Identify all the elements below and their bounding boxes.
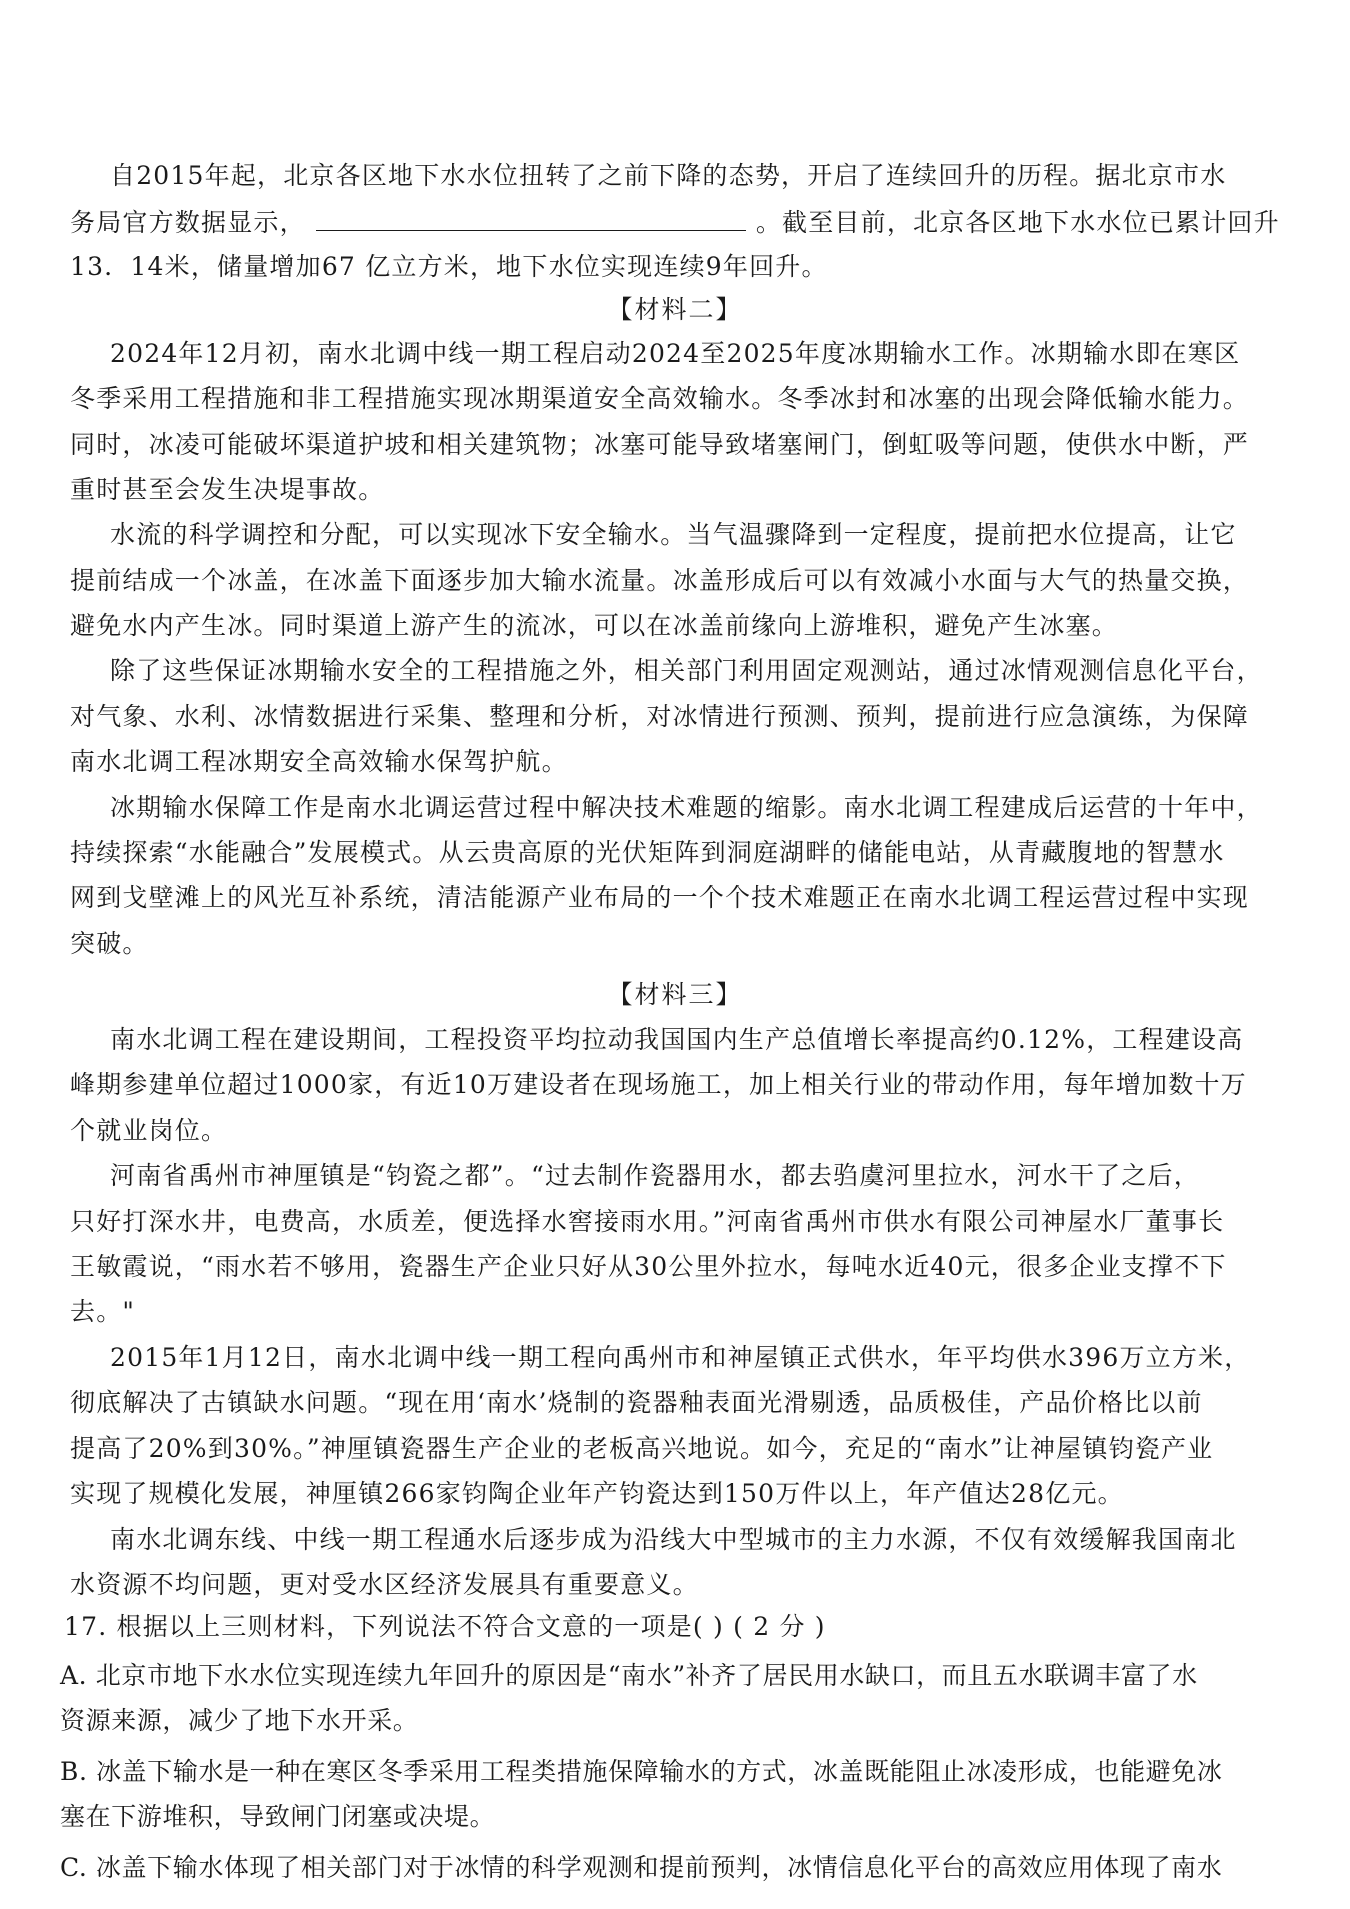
material-two-p1-line: 2024年12月初，南水北调中线一期工程启动2024至2025年度冰期输水工作。冰期输水即在寒区 [110,339,1241,368]
option-c-line[interactable]: C. 冰盖下输水体现了相关部门对于冰情的科学观测和提前预判，冰情信息化平台的高效应用体现了南水 [60,1853,1223,1882]
material-two-p3-line: 南水北调工程冰期安全高效输水保驾护航。 [70,747,568,776]
option-a-line[interactable]: 资源来源，减少了地下水开采。 [60,1706,419,1735]
material-two-p4-line: 冰期输水保障工作是南水北调运营过程中解决技术难题的缩影。南水北调工程建成后运营的十年中， [110,793,1263,822]
material-three-p3-line: 提高了20%到30%。”神厘镇瓷器生产企业的老板高兴地说。如今，充足的“南水”让神屋镇钧瓷产业 [70,1434,1214,1463]
option-b-line[interactable]: B. 冰盖下输水是一种在寒区冬季采用工程类措施保障输水的方式，冰盖既能阻止冰凌形成，也能避免冰 [60,1757,1223,1786]
material-two-p4-line: 网到戈壁滩上的风光互补系统，清洁能源产业布局的一个个技术难题正在南水北调工程运营过程中实现 [70,883,1250,912]
material-one-line-2-end: 。截至目前，北京各区地下水水位已累计回升 [755,208,1280,237]
material-two-p1-line: 冬季采用工程措施和非工程措施实现冰期渠道安全高效输水。冬季冰封和冰塞的出现会降低输水能力。 [70,384,1250,413]
material-one-line-1: 自2015年起，北京各区地下水水位扭转了之前下降的态势，开启了连续回升的历程。据北京市水 [110,161,1227,190]
material-three-p3-line: 彻底解决了古镇缺水问题。“现在用‘南水’烧制的瓷器釉表面光滑剔透，品质极佳，产品价格比以前 [70,1388,1203,1417]
material-three-p3-line: 实现了规模化发展，神厘镇266家钧陶企业年产钧瓷达到150万件以上，年产值达28亿元。 [70,1479,1124,1508]
material-three-p1-line: 南水北调工程在建设期间，工程投资平均拉动我国国内生产总值增长率提高约0.12%，工程建设高 [110,1025,1244,1054]
option-b-line[interactable]: 塞在下游堆积，导致闸门闭塞或决堤。 [60,1802,496,1831]
material-three-p2-line: 王敏霞说，“雨水若不够用，瓷器生产企业只好从30公里外拉水，每吨水近40元，很多企业支撑不下 [70,1252,1227,1281]
material-two-p3-line: 除了这些保证冰期输水安全的工程措施之外，相关部门利用固定观测站，通过冰情观测信息化平台， [110,656,1263,685]
material-two-p3-line: 对气象、水利、冰情数据进行采集、整理和分析，对冰情进行预测、预判，提前进行应急演练，为保障 [70,702,1250,731]
question-17-stem: 17. 根据以上三则材料，下列说法不符合文意的一项是( ) ( 2 分 ) [64,1612,826,1641]
material-three-p4-line: 南水北调东线、中线一期工程通水后逐步成为沿线大中型城市的主力水源，不仅有效缓解我国南北 [110,1525,1237,1554]
material-three-p1-line: 峰期参建单位超过1000家，有近10万建设者在现场施工，加上相关行业的带动作用，每年增加数十万 [70,1070,1247,1099]
material-two-p1-line: 重时甚至会发生决堤事故。 [70,475,385,504]
option-a-line[interactable]: A. 北京市地下水水位实现连续九年回升的原因是“南水”补齐了居民用水缺口，而且五水联调丰富了水 [60,1661,1198,1690]
material-two-p1-line: 同时，冰凌可能破坏渠道护坡和相关建筑物；冰塞可能导致堵塞闸门，倒虹吸等问题，使供水中断，严 [70,430,1250,459]
material-two-p4-line: 突破。 [70,929,149,958]
material-three-p1-line: 个就业岗位。 [70,1116,228,1145]
material-two-p2-line: 避免水内产生冰。同时渠道上游产生的流冰，可以在冰盖前缘向上游堆积，避免产生冰塞。 [70,611,1119,640]
answer-blank[interactable] [316,208,746,231]
material-three-p4-line: 水资源不均问题，更对受水区经济发展具有重要意义。 [70,1570,699,1599]
material-three-p3-line: 2015年1月12日，南水北调中线一期工程向禹州市和神屋镇正式供水，年平均供水396万立方米， [110,1343,1251,1372]
material-two-p4-line: 持续探索“水能融合”发展模式。从云贵高原的光伏矩阵到洞庭湖畔的储能电站，从青藏腹地的智慧水 [70,838,1225,867]
material-two-p2-line: 提前结成一个冰盖，在冰盖下面逐步加大输水流量。冰盖形成后可以有效减小水面与大气的热量交换， [70,566,1250,595]
material-one-line-2 [70,206,1280,240]
material-one-line-2-start: 务局官方数据显示， [70,208,306,237]
material-two-heading: 【材料二】 [607,295,743,324]
material-three-heading: 【材料三】 [607,980,743,1009]
material-three-p2-line: 只好打深水井，电费高，水质差，便选择水窖接雨水用。”河南省禹州市供水有限公司神屋水厂董事长 [70,1207,1225,1236]
material-two-p2-line: 水流的科学调控和分配，可以实现冰下安全输水。当气温骤降到一定程度，提前把水位提高，让它 [110,520,1237,549]
material-three-p2-line: 去。" [70,1297,136,1326]
material-three-p2-line: 河南省禹州市神厘镇是“钧瓷之都”。“过去制作瓷器用水，都去驺虞河里拉水，河水干了之后， [110,1161,1200,1190]
material-one-line-3: 13．14米，储量增加67 亿立方米，地下水位实现连续9年回升。 [70,252,828,281]
